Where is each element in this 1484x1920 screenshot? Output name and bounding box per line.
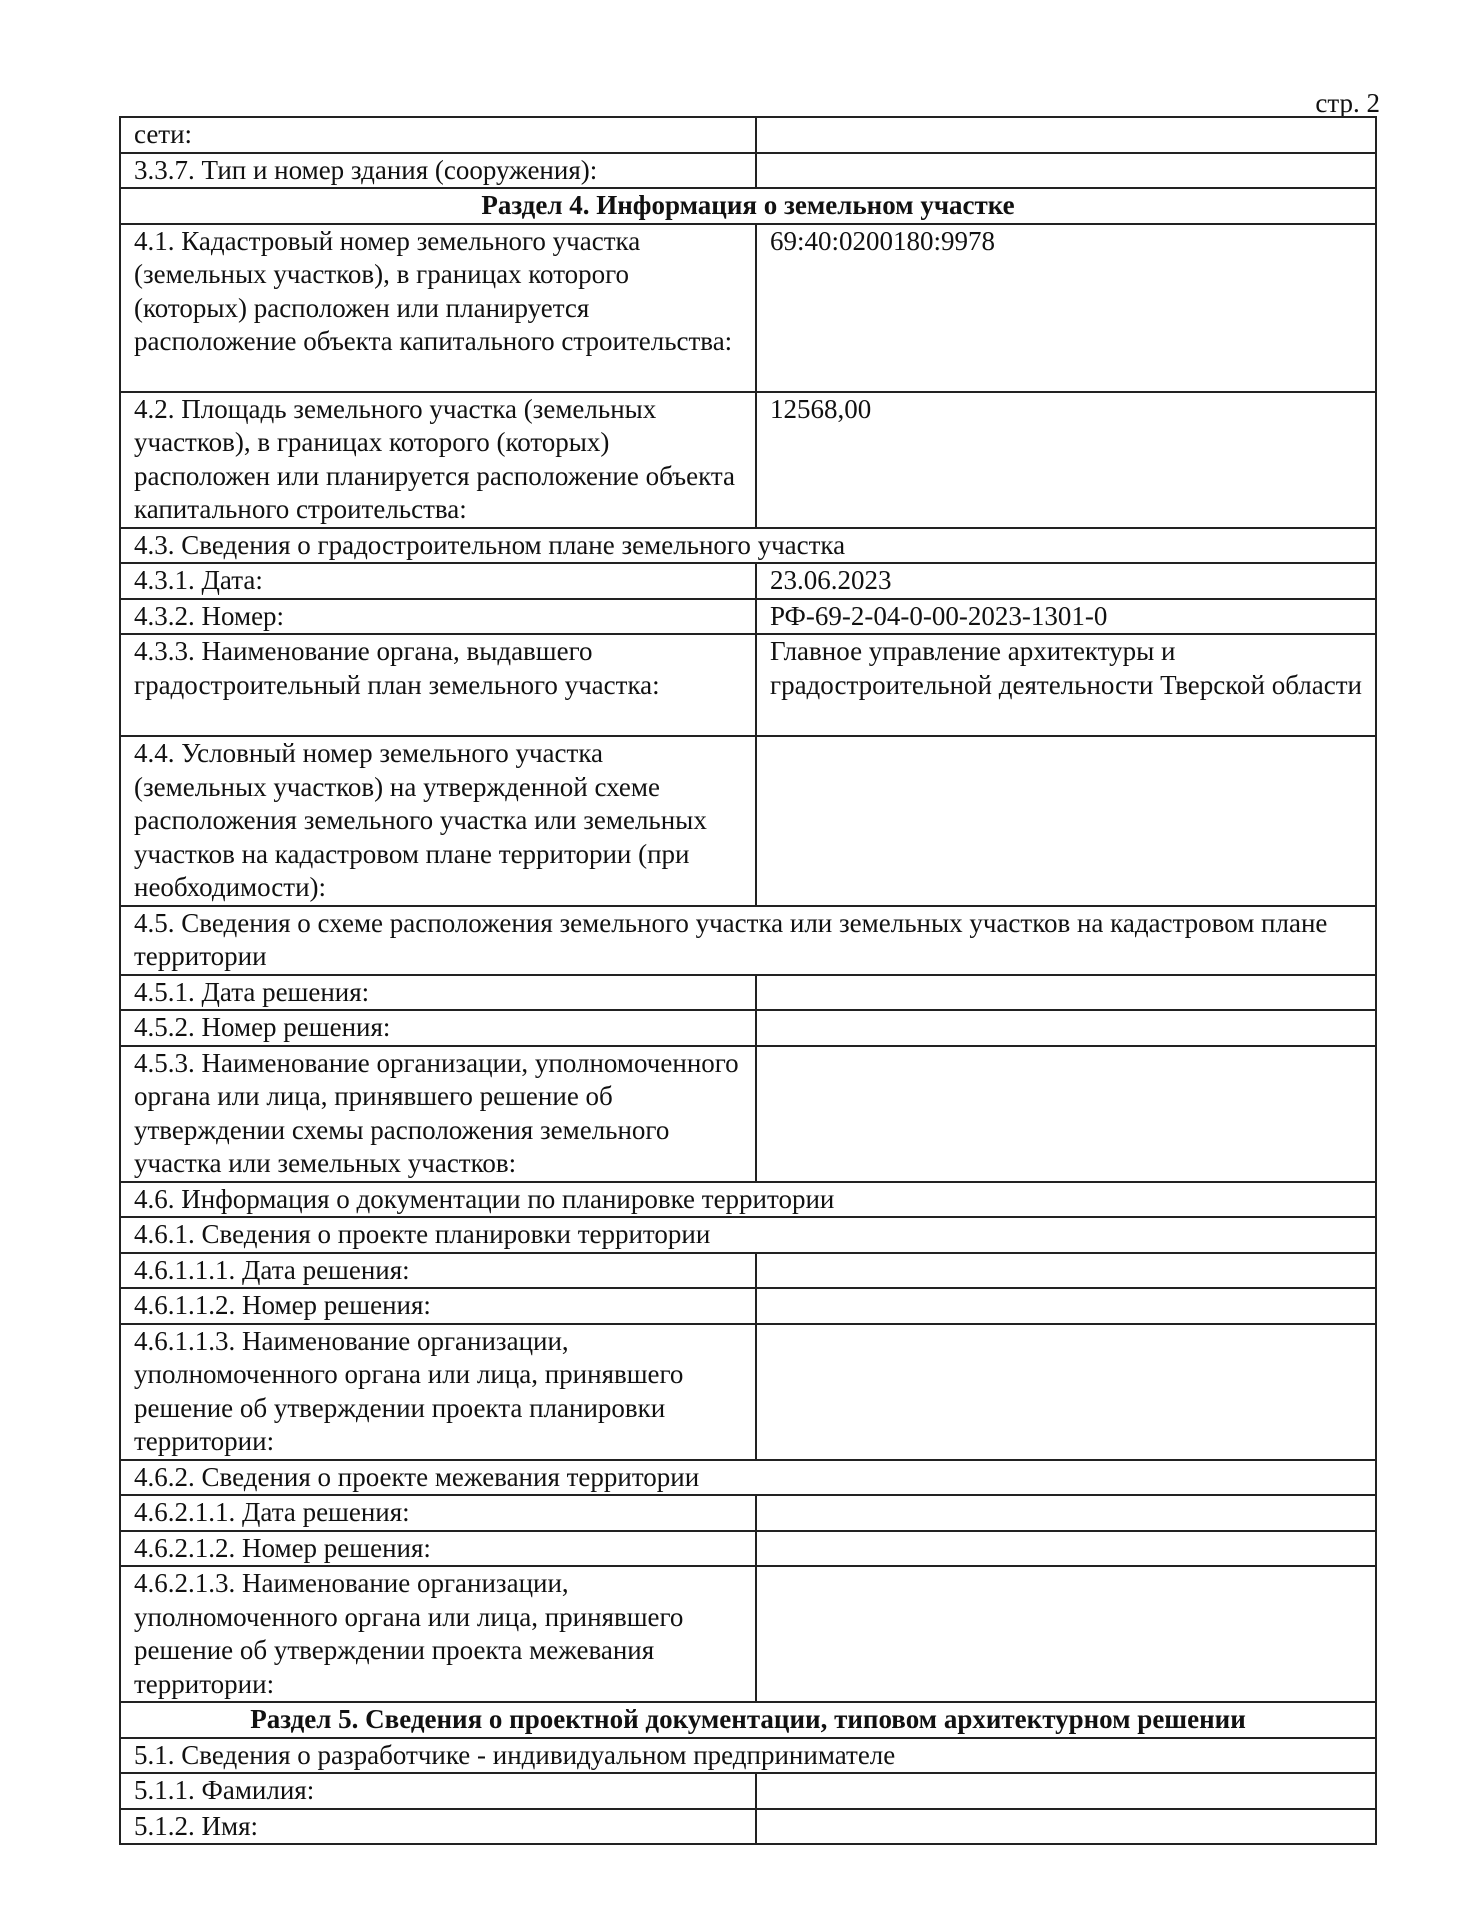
- table-row: [120, 1182, 1376, 1218]
- field-value: [756, 1495, 1376, 1531]
- field-label: 4.3.3. Наименование органа, выдавшего градостроительный план земельного участка:: [120, 634, 756, 736]
- field-value: [756, 1010, 1376, 1046]
- field-value: [756, 1046, 1376, 1182]
- table-row: [120, 1010, 1376, 1046]
- section-header-row: [120, 1702, 1376, 1738]
- table-row: [120, 736, 1376, 906]
- field-value: [756, 1531, 1376, 1567]
- field-label: 4.5.3. Наименование организации, уполномоченного органа или лица, принявшего решение об утверждении схемы расположения земельного участка или земельных участков:: [120, 1046, 756, 1182]
- field-label: 4.6.2.1.2. Номер решения:: [120, 1531, 756, 1567]
- field-label: 4.4. Условный номер земельного участка (земельных участков) на утвержденной схеме расположения земельного участка или земельных участков на кадастровом плане территории (при необходимости):: [120, 736, 756, 906]
- field-value: [756, 1253, 1376, 1289]
- section-title: Раздел 4. Информация о земельном участке: [120, 188, 1376, 224]
- table-row: [120, 117, 1376, 153]
- table-row: [120, 906, 1376, 975]
- form-table-body: [120, 117, 1376, 1844]
- table-row: [120, 1288, 1376, 1324]
- field-value: [756, 1809, 1376, 1845]
- field-label: 4.6.1.1.2. Номер решения:: [120, 1288, 756, 1324]
- field-value: [756, 1566, 1376, 1702]
- table-row: [120, 528, 1376, 564]
- field-value: 69:40:0200180:9978: [756, 224, 1376, 392]
- field-label: 5.1.1. Фамилия:: [120, 1773, 756, 1809]
- field-value: Главное управление архитектуры и градостроительной деятельности Тверской области: [756, 634, 1376, 736]
- table-row: [120, 1324, 1376, 1460]
- subsection-title: 5.1. Сведения о разработчике - индивидуальном предпринимателе: [120, 1738, 1376, 1774]
- table-row: [120, 1738, 1376, 1774]
- subsection-title: 4.6.1. Сведения о проекте планировки территории: [120, 1217, 1376, 1253]
- field-value: [756, 975, 1376, 1011]
- table-row: [120, 599, 1376, 635]
- field-value: [756, 736, 1376, 906]
- field-label: 4.6.1.1.1. Дата решения:: [120, 1253, 756, 1289]
- table-row: [120, 1046, 1376, 1182]
- subsection-title: 4.6.2. Сведения о проекте межевания территории: [120, 1460, 1376, 1496]
- field-label: 4.6.1.1.3. Наименование организации, уполномоченного органа или лица, принявшего решение об утверждении проекта планировки территории:: [120, 1324, 756, 1460]
- table-row: [120, 392, 1376, 528]
- table-row: [120, 1566, 1376, 1702]
- field-value: 23.06.2023: [756, 563, 1376, 599]
- table-row: [120, 1217, 1376, 1253]
- field-value: [756, 1288, 1376, 1324]
- table-row: [120, 563, 1376, 599]
- table-row: [120, 153, 1376, 189]
- subsection-title: 4.3. Сведения о градостроительном плане земельного участка: [120, 528, 1376, 564]
- field-label: 4.2. Площадь земельного участка (земельных участков), в границах которого (которых) расположен или планируется расположение объекта капитального строительства:: [120, 392, 756, 528]
- field-value: [756, 1773, 1376, 1809]
- field-label: 4.6.2.1.1. Дата решения:: [120, 1495, 756, 1531]
- section-title: Раздел 5. Сведения о проектной документации, типовом архитектурном решении: [120, 1702, 1376, 1738]
- field-label: 3.3.7. Тип и номер здания (сооружения):: [120, 153, 756, 189]
- subsection-title: 4.5. Сведения о схеме расположения земельного участка или земельных участков на кадастровом плане территории: [120, 906, 1376, 975]
- table-row: [120, 1531, 1376, 1567]
- field-value: [756, 1324, 1376, 1460]
- field-label: 4.1. Кадастровый номер земельного участка (земельных участков), в границах которого (которых) расположен или планируется расположение объекта капитального строительства:: [120, 224, 756, 392]
- field-value: [756, 153, 1376, 189]
- table-row: [120, 1773, 1376, 1809]
- form-table: [119, 116, 1377, 1845]
- table-row: [120, 1460, 1376, 1496]
- field-label: 4.5.1. Дата решения:: [120, 975, 756, 1011]
- subsection-title: 4.6. Информация о документации по планировке территории: [120, 1182, 1376, 1218]
- table-row: [120, 975, 1376, 1011]
- section-header-row: [120, 188, 1376, 224]
- field-value: РФ-69-2-04-0-00-2023-1301-0: [756, 599, 1376, 635]
- page-number: стр. 2: [1315, 88, 1380, 118]
- field-label: 4.3.1. Дата:: [120, 563, 756, 599]
- table-row: [120, 1809, 1376, 1845]
- field-value: [756, 117, 1376, 153]
- field-value: 12568,00: [756, 392, 1376, 528]
- field-label: 4.5.2. Номер решения:: [120, 1010, 756, 1046]
- field-label: 5.1.2. Имя:: [120, 1809, 756, 1845]
- table-row: [120, 1253, 1376, 1289]
- field-label: 4.3.2. Номер:: [120, 599, 756, 635]
- table-row: [120, 634, 1376, 736]
- table-row: [120, 1495, 1376, 1531]
- field-label: 4.6.2.1.3. Наименование организации, уполномоченного органа или лица, принявшего решение об утверждении проекта межевания территории:: [120, 1566, 756, 1702]
- field-label: сети:: [120, 117, 756, 153]
- table-row: [120, 224, 1376, 392]
